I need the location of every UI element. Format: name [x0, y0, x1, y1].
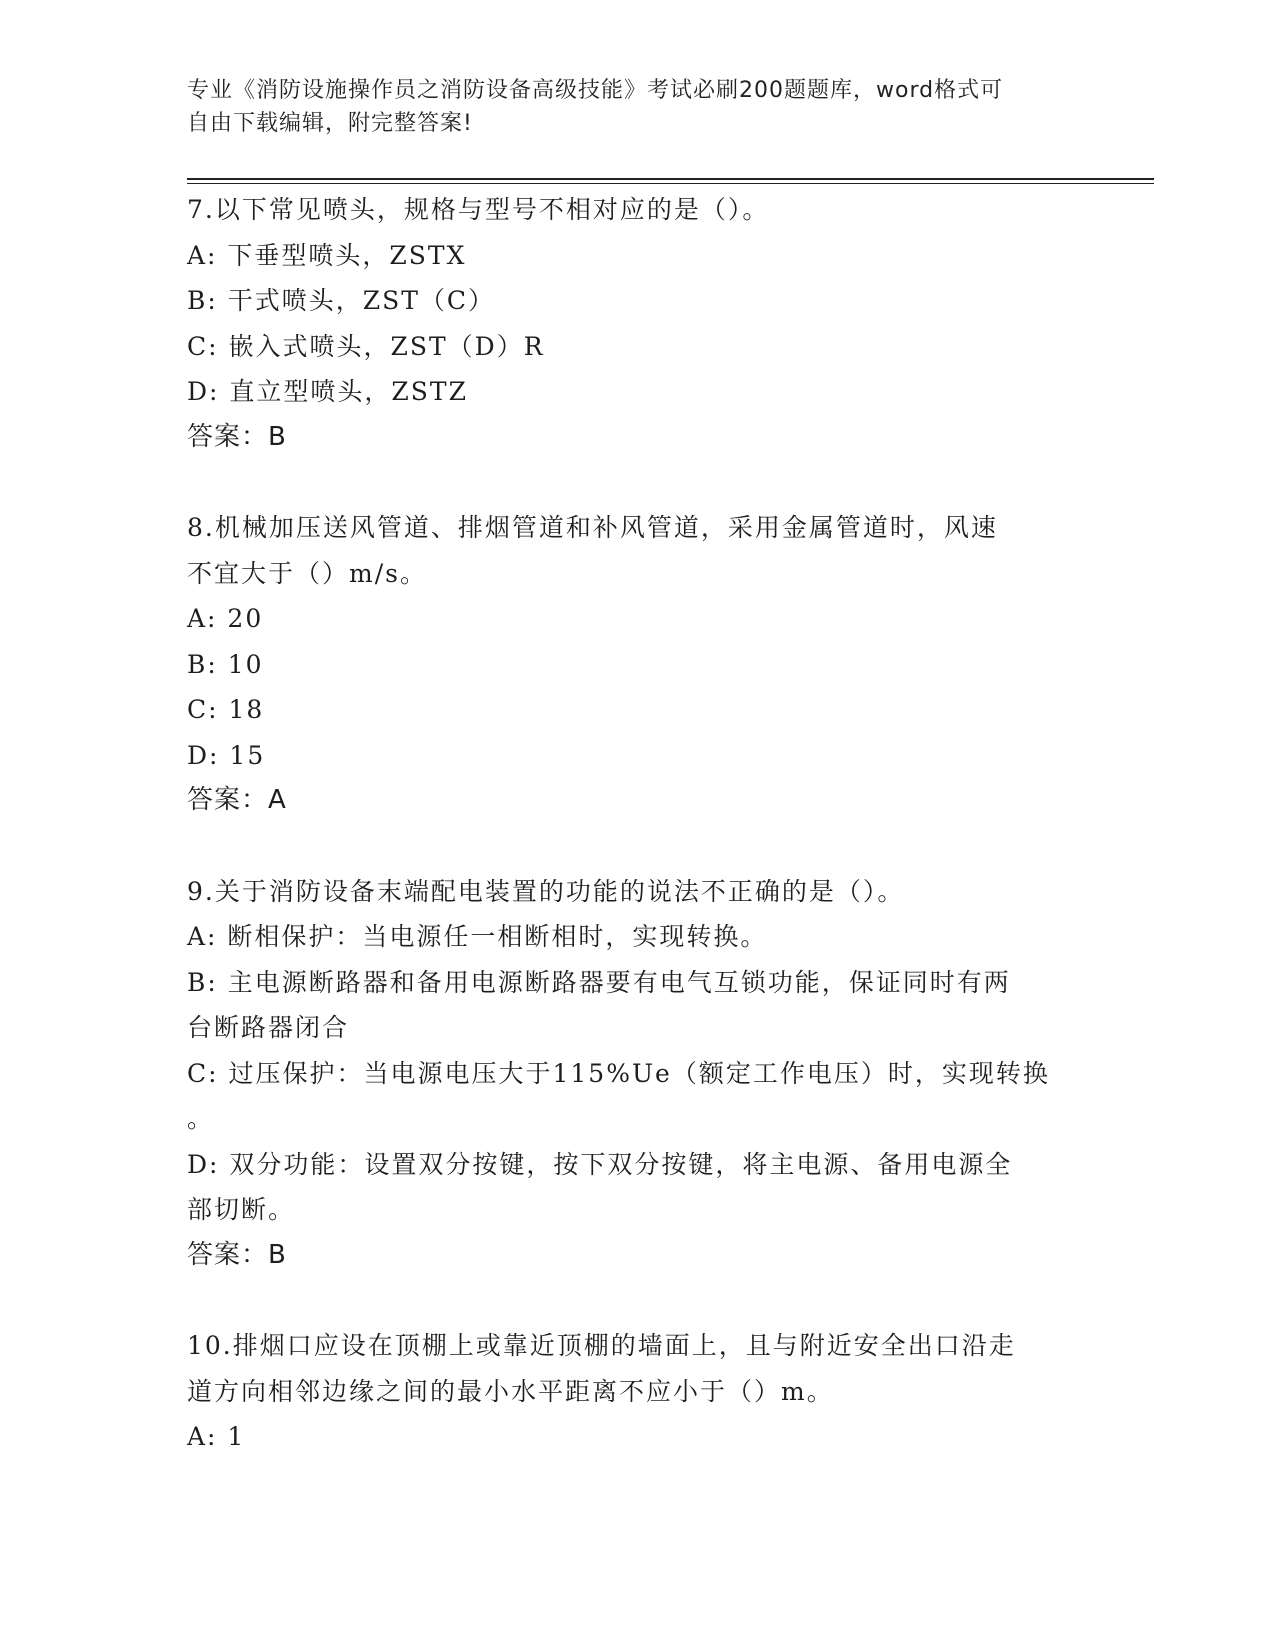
question-block: [187, 869, 1087, 1279]
option-line: D: 直立型喷头，ZSTZ: [187, 377, 468, 406]
question-block: [187, 505, 1087, 824]
question-block: [187, 1323, 1087, 1460]
option-line: C: 过压保护：当电源电压大于115%Ue（额定工作电压）时，实现转换: [187, 1058, 1050, 1088]
answer-line: 答案：B: [187, 421, 287, 452]
answer-line: 答案：B: [187, 1239, 287, 1270]
option-line: A: 断相保护：当电源任一相断相时，实现转换。: [187, 922, 768, 951]
document-header: [187, 74, 1087, 140]
option-line: C: 嵌入式喷头，ZST（D）R: [187, 331, 545, 361]
question-stem-line: 道方向相邻边缘之间的最小水平距离不应小于（）m。: [187, 1376, 834, 1406]
question-stem-line: 不宜大于（）m/s。: [187, 558, 427, 588]
header-rule-thin: [187, 183, 1154, 184]
question-stem-line: 10.排烟口应设在顶棚上或靠近顶棚的墙面上，且与附近安全出口沿走: [187, 1331, 1016, 1360]
header-rule-thick: [187, 178, 1154, 180]
option-line: B: 10: [187, 649, 264, 679]
question-list: [187, 187, 1087, 1460]
option-line: B: 干式喷头，ZST（C）: [187, 286, 496, 315]
option-line: A: 20: [187, 604, 264, 633]
header-line-1: 专业《消防设施操作员之消防设备高级技能》考试必刷200题题库，word格式可: [187, 78, 1004, 103]
question-stem-line: 8.机械加压送风管道、排烟管道和补风管道，采用金属管道时，风速: [187, 513, 998, 542]
option-line: 部切断。: [187, 1195, 296, 1224]
option-line: D: 15: [187, 740, 266, 770]
option-line: B: 主电源断路器和备用电源断路器要有电气互锁功能，保证同时有两: [187, 967, 1011, 997]
question-stem-line: 7.以下常见喷头，规格与型号不相对应的是（）。: [187, 195, 770, 224]
question-stem-line: 9.关于消防设备末端配电装置的功能的说法不正确的是（）。: [187, 876, 905, 906]
question-block: [187, 187, 1087, 460]
option-line: A: 1: [187, 1422, 246, 1451]
option-line: D: 双分功能：设置双分按键，按下双分按键，将主电源、备用电源全: [187, 1149, 1013, 1179]
option-line: C: 18: [187, 695, 265, 724]
option-line: A: 下垂型喷头，ZSTX: [187, 240, 467, 270]
option-line: 台断路器闭合: [187, 1013, 350, 1042]
answer-line: 答案：A: [187, 785, 287, 815]
option-line: 。: [187, 1104, 215, 1133]
header-line-2: 自由下载编辑，附完整答案!: [187, 111, 473, 136]
